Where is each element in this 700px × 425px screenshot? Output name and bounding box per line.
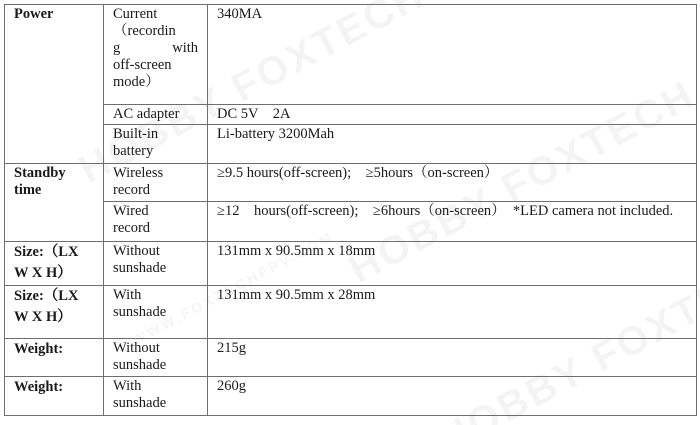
condition-line: Current — [113, 6, 158, 22]
condition-line: With — [113, 378, 142, 394]
table-row — [5, 125, 697, 164]
condition-weight-without-sunshade — [104, 339, 208, 377]
table-row — [5, 286, 697, 339]
condition-line: sunshade — [113, 395, 167, 411]
param-power — [5, 5, 104, 164]
value-text: Li-battery 3200Mah — [217, 126, 335, 142]
table-row — [5, 105, 697, 125]
value-size-with-sunshade — [208, 286, 697, 339]
value-wireless-record — [208, 164, 697, 202]
condition-wired-record — [104, 202, 208, 242]
table-row — [5, 164, 697, 202]
param-label: Weight: — [14, 341, 64, 357]
param-size-without — [5, 242, 104, 286]
condition-current — [104, 5, 208, 105]
value-built-in-battery — [208, 125, 697, 164]
condition-word: with — [172, 40, 198, 56]
value-text: DC 5V 2A — [217, 106, 291, 122]
condition-line: Built-in — [113, 126, 159, 142]
value-text: 340MA — [217, 6, 263, 22]
condition-size-with-sunshade — [104, 286, 208, 339]
param-size-with — [5, 286, 104, 339]
condition-line: off-screen — [113, 57, 172, 73]
param-label: Size:（LX — [14, 244, 79, 260]
value-weight-without-sunshade — [208, 339, 697, 377]
condition-line: （recordin — [113, 23, 176, 39]
condition-line: Without — [113, 340, 160, 356]
condition-line: sunshade — [113, 357, 167, 373]
table-row — [5, 5, 697, 105]
value-text: 215g — [217, 340, 246, 356]
param-label: time — [14, 182, 42, 198]
param-label: W X H） — [14, 309, 72, 325]
param-label: W X H） — [14, 265, 72, 281]
param-label: Power — [14, 6, 54, 22]
spec-table — [4, 4, 697, 416]
condition-line: mode） — [113, 74, 160, 90]
value-text: 131mm x 90.5mm x 28mm — [217, 287, 376, 303]
param-label: Weight: — [14, 379, 64, 395]
value-ac-adapter — [208, 105, 697, 125]
condition-line: record — [113, 220, 151, 236]
condition-weight-with-sunshade — [104, 377, 208, 416]
condition-built-in-battery — [104, 125, 208, 164]
table-row — [5, 242, 697, 286]
param-standby-time — [5, 164, 104, 242]
param-weight-without — [5, 339, 104, 377]
condition-ac-adapter — [104, 105, 208, 125]
condition-line: Without — [113, 243, 160, 259]
value-size-without-sunshade — [208, 242, 697, 286]
condition-size-without-sunshade — [104, 242, 208, 286]
condition-wireless-record — [104, 164, 208, 202]
value-text: ≥9.5 hours(off-screen); ≥5hours（on-screen） — [217, 165, 499, 181]
table-row — [5, 202, 697, 242]
condition-line: Wired — [113, 203, 149, 219]
condition-line: AC adapter — [113, 106, 180, 122]
condition-line: Wireless — [113, 165, 164, 181]
param-label: Size:（LX — [14, 288, 79, 304]
condition-line: With — [113, 287, 142, 303]
condition-line: record — [113, 182, 151, 198]
table-row — [5, 339, 697, 377]
param-label: Standby — [14, 165, 66, 181]
condition-line: sunshade — [113, 304, 167, 320]
condition-line — [113, 40, 198, 57]
value-text: ≥12 hours(off-screen); ≥6hours（on-screen） *LED camera not included. — [217, 203, 674, 219]
param-weight-with — [5, 377, 104, 416]
value-text: 260g — [217, 378, 246, 394]
condition-line: battery — [113, 143, 154, 159]
value-text: 131mm x 90.5mm x 18mm — [217, 243, 376, 259]
value-wired-record — [208, 202, 697, 242]
condition-line: sunshade — [113, 260, 167, 276]
condition-word: g — [113, 40, 121, 56]
table-row — [5, 377, 697, 416]
value-current — [208, 5, 697, 105]
value-weight-with-sunshade — [208, 377, 697, 416]
